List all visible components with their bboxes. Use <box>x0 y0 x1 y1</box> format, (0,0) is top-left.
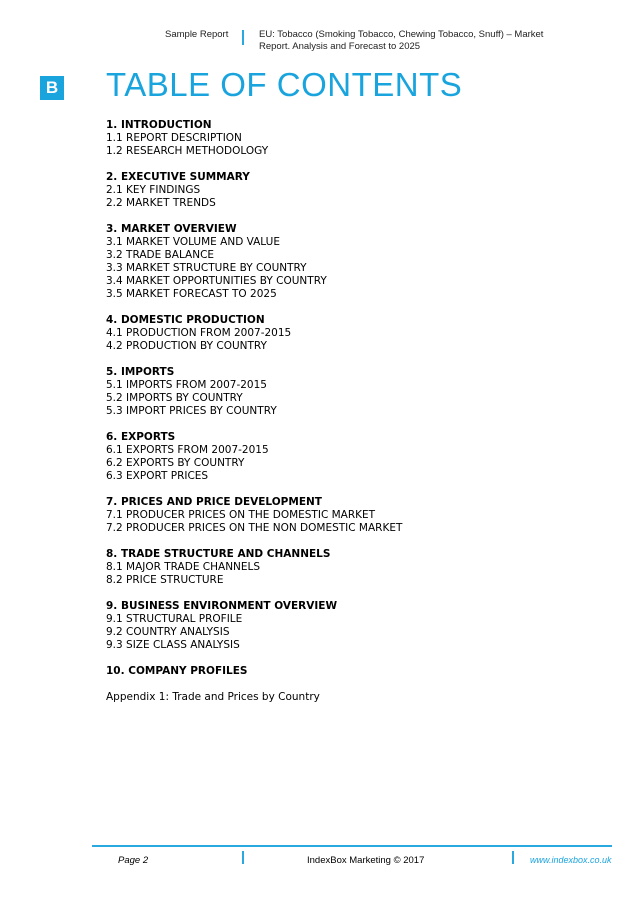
header-report-type: Sample Report <box>165 29 229 40</box>
toc-entry[interactable]: 9.1 STRUCTURAL PROFILE <box>106 613 243 625</box>
toc-section <box>106 171 402 210</box>
toc-entry[interactable]: 5.2 IMPORTS BY COUNTRY <box>106 392 243 404</box>
footer-website-link[interactable]: www.indexbox.co.uk <box>530 855 612 865</box>
toc-entry[interactable]: 1.2 RESEARCH METHODOLOGY <box>106 145 269 157</box>
toc-entry[interactable]: 9.3 SIZE CLASS ANALYSIS <box>106 639 240 651</box>
footer-divider <box>242 851 244 864</box>
toc-section-title[interactable]: 6. EXPORTS <box>106 431 176 443</box>
toc-entry[interactable]: 1.1 REPORT DESCRIPTION <box>106 132 242 144</box>
footer-copyright: IndexBox Marketing © 2017 <box>307 855 425 866</box>
toc-entry[interactable]: 8.2 PRICE STRUCTURE <box>106 574 224 586</box>
indexbox-logo: B <box>40 76 64 100</box>
toc-entry[interactable]: 3.4 MARKET OPPORTUNITIES BY COUNTRY <box>106 275 327 287</box>
toc-section-title[interactable]: 4. DOMESTIC PRODUCTION <box>106 314 265 326</box>
toc-entry[interactable]: 3.2 TRADE BALANCE <box>106 249 215 261</box>
toc-entry[interactable]: 2.2 MARKET TRENDS <box>106 197 216 209</box>
toc-entry[interactable]: 4.1 PRODUCTION FROM 2007-2015 <box>106 327 292 339</box>
header-report-title: EU: Tobacco (Smoking Tobacco, Chewing Tobacco, Snuff) – Market Report. Analysis and Forecast to 2025 <box>259 29 544 52</box>
toc-entry[interactable]: 3.5 MARKET FORECAST TO 2025 <box>106 288 277 300</box>
toc-section <box>106 314 402 353</box>
toc-section-title[interactable]: 7. PRICES AND PRICE DEVELOPMENT <box>106 496 322 508</box>
toc-section-title[interactable]: 8. TRADE STRUCTURE AND CHANNELS <box>106 548 331 560</box>
toc-section <box>106 600 402 652</box>
toc-entry[interactable]: 5.1 IMPORTS FROM 2007-2015 <box>106 379 267 391</box>
toc-section <box>106 665 402 678</box>
toc-entry[interactable]: 9.2 COUNTRY ANALYSIS <box>106 626 230 638</box>
toc-section-title[interactable]: 3. MARKET OVERVIEW <box>106 223 237 235</box>
footer-page-number: Page 2 <box>118 855 149 866</box>
table-of-contents <box>106 119 402 704</box>
toc-entry[interactable]: 6.3 EXPORT PRICES <box>106 470 209 482</box>
toc-section-title[interactable]: 1. INTRODUCTION <box>106 119 212 131</box>
toc-entry[interactable]: 7.1 PRODUCER PRICES ON THE DOMESTIC MARKET <box>106 509 376 521</box>
toc-section <box>106 548 402 587</box>
toc-appendix[interactable]: Appendix 1: Trade and Prices by Country <box>106 691 320 703</box>
toc-entry[interactable]: 3.3 MARKET STRUCTURE BY COUNTRY <box>106 262 307 274</box>
toc-section <box>106 366 402 418</box>
toc-section <box>106 431 402 483</box>
toc-entry[interactable]: 4.2 PRODUCTION BY COUNTRY <box>106 340 267 352</box>
page-title: TABLE OF CONTENTS <box>106 66 463 103</box>
toc-entry[interactable]: 6.2 EXPORTS BY COUNTRY <box>106 457 245 469</box>
toc-section <box>106 496 402 535</box>
toc-section-title[interactable]: 2. EXECUTIVE SUMMARY <box>106 171 250 183</box>
toc-entry[interactable]: 3.1 MARKET VOLUME AND VALUE <box>106 236 280 248</box>
toc-section-title[interactable]: 9. BUSINESS ENVIRONMENT OVERVIEW <box>106 600 338 612</box>
toc-entry[interactable]: 5.3 IMPORT PRICES BY COUNTRY <box>106 405 277 417</box>
toc-entry[interactable]: 8.1 MAJOR TRADE CHANNELS <box>106 561 261 573</box>
toc-section <box>106 223 402 301</box>
footer-rule <box>92 845 612 847</box>
toc-section <box>106 119 402 158</box>
toc-section-title[interactable]: 10. COMPANY PROFILES <box>106 665 248 677</box>
toc-entry[interactable]: 7.2 PRODUCER PRICES ON THE NON DOMESTIC MARKET <box>106 522 403 534</box>
toc-section-title[interactable]: 5. IMPORTS <box>106 366 175 378</box>
header-divider <box>242 30 244 45</box>
toc-entry[interactable]: 6.1 EXPORTS FROM 2007-2015 <box>106 444 269 456</box>
toc-entry[interactable]: 2.1 KEY FINDINGS <box>106 184 201 196</box>
footer-divider <box>512 851 514 864</box>
